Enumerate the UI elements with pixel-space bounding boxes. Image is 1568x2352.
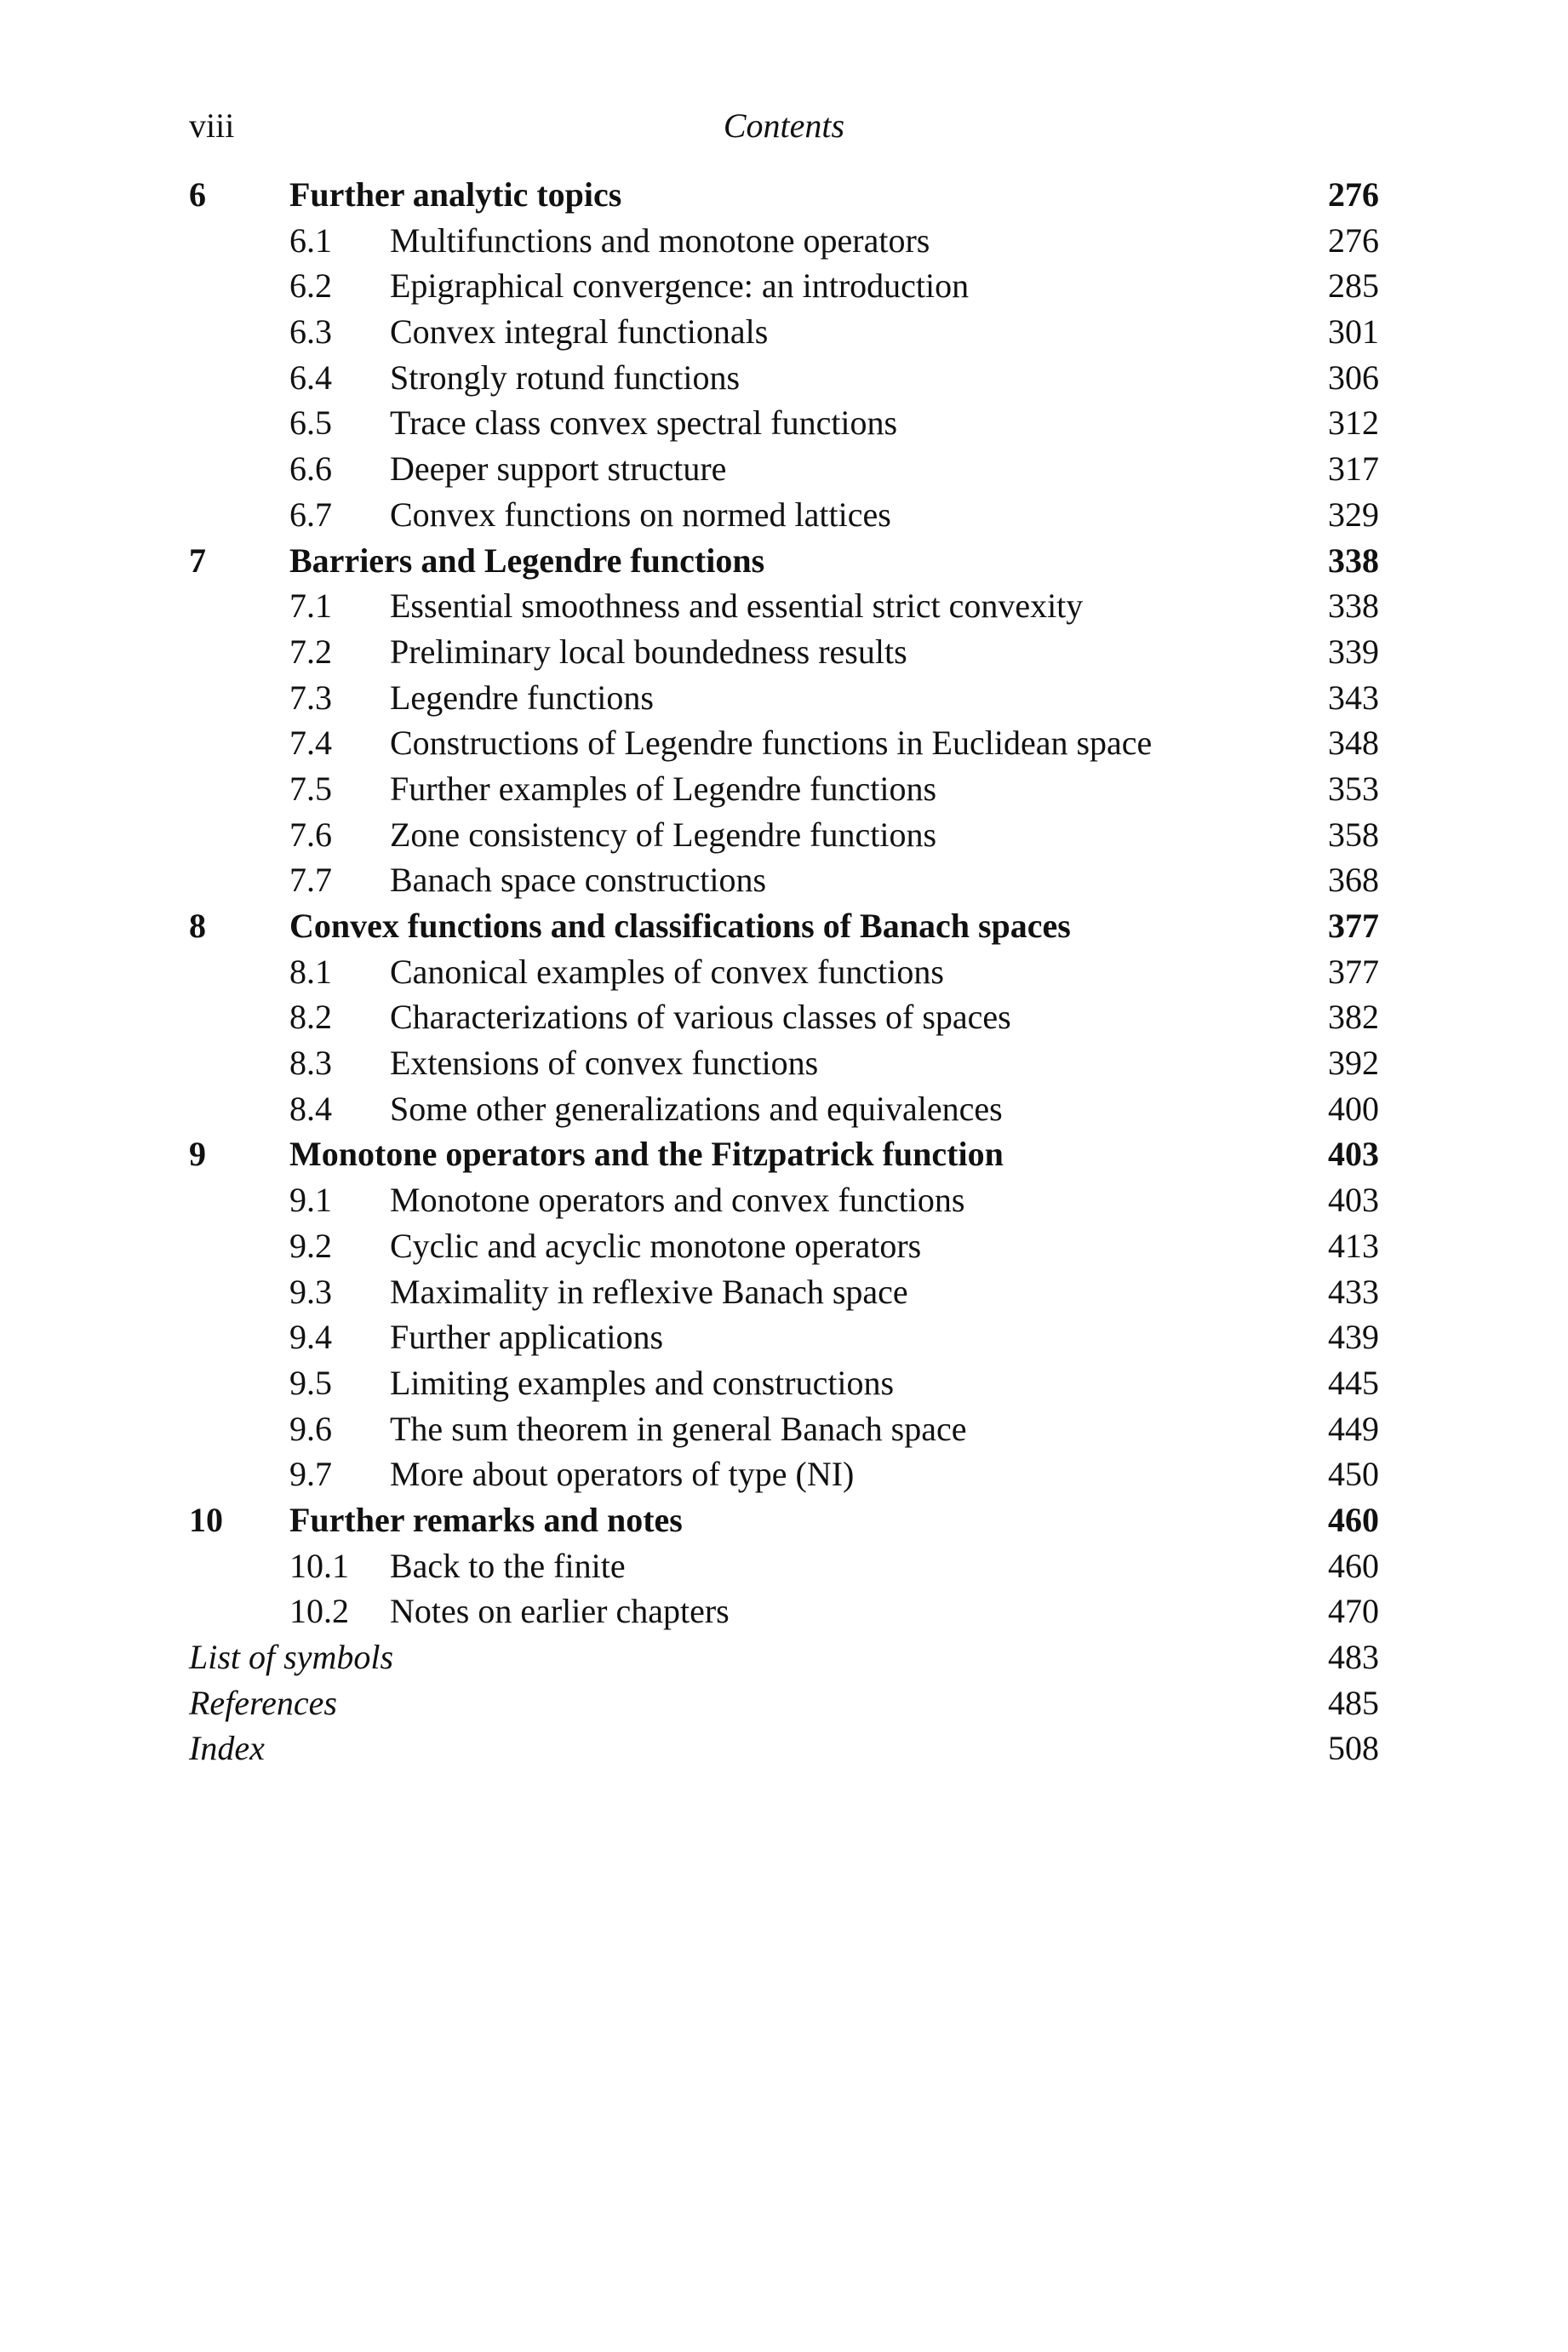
toc-entry-title: Zone consistency of Legendre functions — [390, 815, 937, 854]
toc-chapter-row — [189, 538, 1379, 584]
toc-section-row — [189, 1086, 1379, 1132]
toc-section-row — [189, 446, 1379, 492]
toc-entry-title: Strongly rotund functions — [390, 358, 741, 397]
toc-section-row — [189, 1269, 1379, 1315]
toc-entry-number: 9.7 — [289, 1455, 332, 1494]
toc-entry-number: 10 — [189, 1500, 223, 1539]
toc-entry-number: 6.3 — [289, 312, 332, 352]
toc-entry-number: 6.5 — [289, 403, 332, 443]
toc-entry-number: 9 — [189, 1135, 206, 1174]
toc-entry-number: 9.2 — [289, 1226, 332, 1265]
toc-entry-title: Essential smoothness and essential strict convexity — [390, 587, 1084, 626]
toc-entry-number: 6.7 — [289, 495, 332, 534]
toc-entry-number: 6.6 — [289, 449, 332, 489]
toc-entry-title: Constructions of Legendre functions in Euclidean space — [390, 724, 1153, 763]
toc-entry-title: Banach space constructions — [390, 861, 767, 900]
toc-entry-page: 368 — [1328, 861, 1379, 900]
toc-section-row — [189, 1223, 1379, 1269]
toc-section-row — [189, 994, 1379, 1040]
toc-section-row — [189, 1314, 1379, 1360]
toc-entry-page: 276 — [1328, 175, 1379, 214]
toc-entry-number: 8 — [189, 907, 206, 945]
toc-chapter-row — [189, 1497, 1379, 1543]
toc-entry-page: 470 — [1328, 1592, 1379, 1631]
toc-entry-title: Extensions of convex functions — [390, 1044, 819, 1083]
toc-entry-page: 377 — [1328, 952, 1379, 991]
toc-entry-page: 382 — [1328, 998, 1379, 1037]
toc-entry-number: 8.1 — [289, 952, 332, 991]
toc-section-row — [189, 263, 1379, 309]
toc-entry-page: 343 — [1328, 678, 1379, 717]
toc-section-row — [189, 1406, 1379, 1452]
toc-entry-number: 9.6 — [289, 1409, 332, 1448]
toc-entry-page: 358 — [1328, 815, 1379, 854]
toc-entry-page: 445 — [1328, 1363, 1379, 1402]
toc-section-row — [189, 355, 1379, 401]
toc-entry-number: 10.2 — [289, 1592, 349, 1631]
toc-chapter-row — [189, 172, 1379, 218]
toc-entry-title: Back to the finite — [390, 1546, 626, 1585]
toc-entry-page: 403 — [1328, 1181, 1379, 1220]
toc-entry-number: 7 — [189, 541, 206, 580]
toc-entry-page: 485 — [1328, 1683, 1379, 1722]
toc-entry-title: Notes on earlier chapters — [390, 1592, 730, 1631]
toc-section-row — [189, 400, 1379, 446]
toc-entry-page: 377 — [1328, 907, 1379, 945]
toc-entry-page: 460 — [1328, 1546, 1379, 1585]
toc-entry-number: 10.1 — [289, 1546, 349, 1585]
toc-entry-page: 460 — [1328, 1500, 1379, 1539]
toc-section-row — [189, 1451, 1379, 1497]
toc-entry-title: Further remarks and notes — [289, 1500, 683, 1539]
toc-entry-title: The sum theorem in general Banach space — [390, 1409, 967, 1448]
toc-entry-number: 9.4 — [289, 1318, 332, 1357]
toc-entry-title: Further applications — [390, 1318, 664, 1357]
toc-section-row — [189, 812, 1379, 858]
toc-entry-page: 400 — [1328, 1089, 1379, 1128]
toc-entry-title: Epigraphical convergence: an introduction — [390, 266, 970, 306]
toc-entry-number: 8.3 — [289, 1044, 332, 1083]
toc-entry-title: Maximality in reflexive Banach space — [390, 1272, 908, 1311]
toc-entry-number: 9.5 — [289, 1363, 332, 1402]
toc-entry-page: 317 — [1328, 449, 1379, 489]
toc-entry-page: 348 — [1328, 724, 1379, 763]
toc-entry-title: Monotone operators and convex functions — [390, 1181, 965, 1220]
toc-entry-number: 6.2 — [289, 266, 332, 306]
toc-entry-number: 7.1 — [289, 587, 332, 626]
toc-entry-title: Convex integral functionals — [390, 312, 769, 352]
toc-entry-page: 312 — [1328, 403, 1379, 443]
toc-entry-number: 6.1 — [289, 220, 332, 260]
toc-entry-number: 9.1 — [289, 1181, 332, 1220]
running-head — [189, 102, 1379, 150]
toc-entry-title: List of symbols — [189, 1638, 394, 1676]
toc-entry-page: 450 — [1328, 1455, 1379, 1494]
toc-back-row — [189, 1634, 1379, 1680]
toc-entry-title: Legendre functions — [390, 678, 654, 717]
toc-entry-page: 329 — [1328, 495, 1379, 534]
toc-entry-page: 392 — [1328, 1044, 1379, 1083]
toc-section-row — [189, 949, 1379, 995]
toc-entry-page: 433 — [1328, 1272, 1379, 1311]
toc-entry-title: Trace class convex spectral functions — [390, 403, 898, 443]
toc-entry-page: 403 — [1328, 1135, 1379, 1174]
toc-entry-page: 276 — [1328, 220, 1379, 260]
toc-section-row — [189, 1360, 1379, 1406]
toc-entry-number: 7.2 — [289, 632, 332, 671]
toc-entry-page: 413 — [1328, 1226, 1379, 1265]
toc-entry-page: 301 — [1328, 312, 1379, 352]
toc-entry-title: Index — [189, 1729, 265, 1768]
toc-section-row — [189, 857, 1379, 903]
toc-section-row — [189, 583, 1379, 629]
toc-entry-page: 338 — [1328, 587, 1379, 626]
toc-entry-title: Monotone operators and the Fitzpatrick function — [289, 1135, 1004, 1174]
toc-section-row — [189, 1177, 1379, 1223]
table-of-contents — [189, 172, 1379, 1771]
toc-entry-page: 338 — [1328, 541, 1379, 580]
toc-entry-number: 9.3 — [289, 1272, 332, 1311]
toc-entry-title: Characterizations of various classes of spaces — [390, 998, 1011, 1037]
toc-entry-title: Further analytic topics — [289, 175, 622, 214]
toc-entry-title: Barriers and Legendre functions — [289, 541, 765, 580]
toc-entry-page: 483 — [1328, 1638, 1379, 1676]
toc-entry-page: 439 — [1328, 1318, 1379, 1357]
toc-entry-title: References — [189, 1683, 337, 1722]
toc-entry-page: 508 — [1328, 1729, 1379, 1768]
toc-section-row — [189, 1588, 1379, 1634]
toc-entry-number: 7.6 — [289, 815, 332, 854]
page-number: viii — [189, 106, 235, 145]
toc-entry-number: 7.3 — [289, 678, 332, 717]
toc-entry-number: 8.4 — [289, 1089, 332, 1128]
toc-entry-title: Preliminary local boundedness results — [390, 632, 907, 671]
toc-section-row — [189, 675, 1379, 721]
toc-entry-number: 7.5 — [289, 769, 332, 808]
toc-entry-number: 8.2 — [289, 998, 332, 1037]
toc-entry-page: 353 — [1328, 769, 1379, 808]
toc-back-row — [189, 1680, 1379, 1726]
toc-chapter-row — [189, 903, 1379, 949]
toc-entry-title: Further examples of Legendre functions — [390, 769, 937, 808]
toc-section-row — [189, 218, 1379, 264]
toc-entry-title: More about operators of type (NI) — [390, 1455, 855, 1494]
toc-section-row — [189, 1543, 1379, 1589]
toc-back-row — [189, 1725, 1379, 1771]
toc-entry-page: 449 — [1328, 1409, 1379, 1448]
running-title: Contents — [723, 106, 845, 145]
toc-entry-title: Canonical examples of convex functions — [390, 952, 944, 991]
toc-entry-title: Multifunctions and monotone operators — [390, 220, 930, 260]
toc-entry-page: 306 — [1328, 358, 1379, 397]
toc-section-row — [189, 492, 1379, 538]
toc-entry-title: Convex functions on normed lattices — [390, 495, 891, 534]
toc-entry-title: Deeper support structure — [390, 449, 727, 489]
toc-entry-page: 285 — [1328, 266, 1379, 306]
toc-entry-number: 6 — [189, 175, 206, 214]
toc-chapter-row — [189, 1131, 1379, 1177]
toc-entry-title: Some other generalizations and equivalences — [390, 1089, 1003, 1128]
toc-entry-page: 339 — [1328, 632, 1379, 671]
toc-section-row — [189, 309, 1379, 355]
toc-section-row — [189, 720, 1379, 766]
toc-section-row — [189, 766, 1379, 812]
toc-entry-title: Cyclic and acyclic monotone operators — [390, 1226, 922, 1265]
toc-entry-title: Convex functions and classifications of Banach spaces — [289, 907, 1071, 945]
toc-section-row — [189, 629, 1379, 675]
toc-entry-title: Limiting examples and constructions — [390, 1363, 895, 1402]
toc-entry-number: 7.4 — [289, 724, 332, 763]
toc-section-row — [189, 1040, 1379, 1086]
toc-entry-number: 6.4 — [289, 358, 332, 397]
toc-entry-number: 7.7 — [289, 861, 332, 900]
